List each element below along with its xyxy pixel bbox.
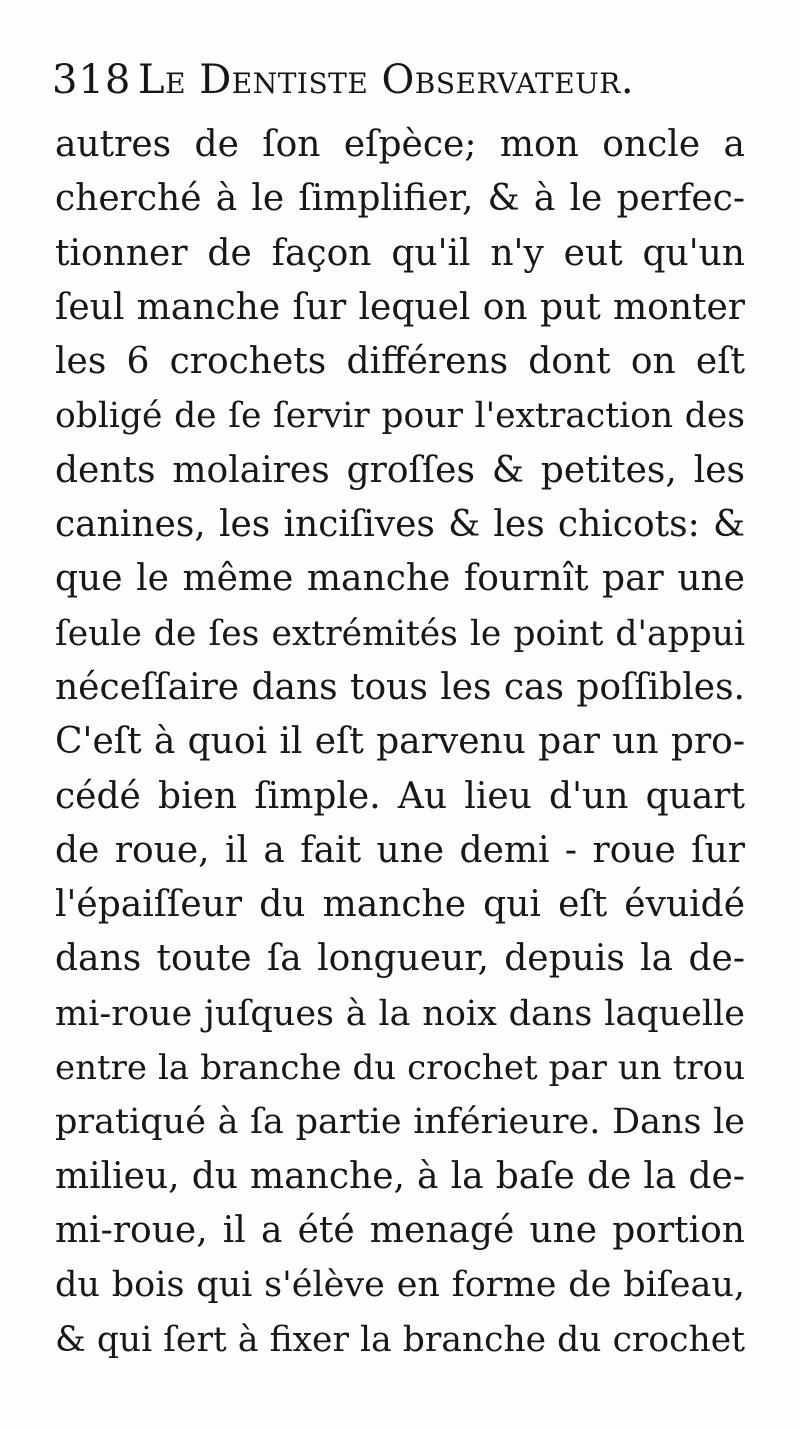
text-line: mi-roue, il a été menagé une portion xyxy=(55,1209,745,1251)
page-number: 318 xyxy=(52,57,132,103)
text-line: canines, les inciſives & les chicots: & xyxy=(55,504,745,546)
text-line: ſeule de ſes extrémités le point d'appui xyxy=(55,613,745,654)
running-head: Le Dentiste Observateur. xyxy=(138,57,635,103)
text-line: dents molaires groſſes & petites, les xyxy=(55,449,745,491)
text-line: les 6 crochets différens dont on eſt xyxy=(55,341,745,383)
text-line: pratiqué à ſa partie inférieure. Dans le xyxy=(55,1102,745,1143)
text-line: autres de ſon eſpèce; mon oncle a xyxy=(55,124,745,165)
text-line: l'épaiſſeur du manche qui eſt évuidé xyxy=(55,884,745,926)
text-line: mi-roue juſques à la noix dans laquelle xyxy=(55,993,745,1034)
page-header xyxy=(52,50,752,110)
text-line: & qui ſert à fixer la branche du crochet xyxy=(55,1319,745,1360)
text-line: entre la branche du crochet par un trou xyxy=(55,1048,745,1089)
text-line: de roue, il a fait une demi - roue ſur xyxy=(55,829,745,871)
text-line: cherché à le ſimplifier, & à le perfec- xyxy=(55,178,745,220)
body-text xyxy=(55,118,745,1367)
text-line: milieu, du manche, à la baſe de la de- xyxy=(55,1155,745,1197)
text-line: cédé bien ſimple. Au lieu d'un quart xyxy=(55,775,745,817)
text-line: néceſſaire dans tous les cas poſſibles. xyxy=(55,666,745,708)
text-line: dans toute ſa longueur, depuis la de- xyxy=(55,938,745,980)
text-line: du bois qui s'élève en forme de biſeau, xyxy=(55,1265,745,1306)
text-line: C'eſt à quoi il eſt parvenu par un pro- xyxy=(55,721,745,763)
text-line: tionner de façon qu'il n'y eut qu'un xyxy=(55,232,745,274)
text-line: obligé de ſe ſervir pour l'extraction des xyxy=(55,396,745,437)
text-line: ſeul manche ſur lequel on put monter xyxy=(55,286,745,328)
text-line: que le même manche fournît par une xyxy=(55,558,745,600)
